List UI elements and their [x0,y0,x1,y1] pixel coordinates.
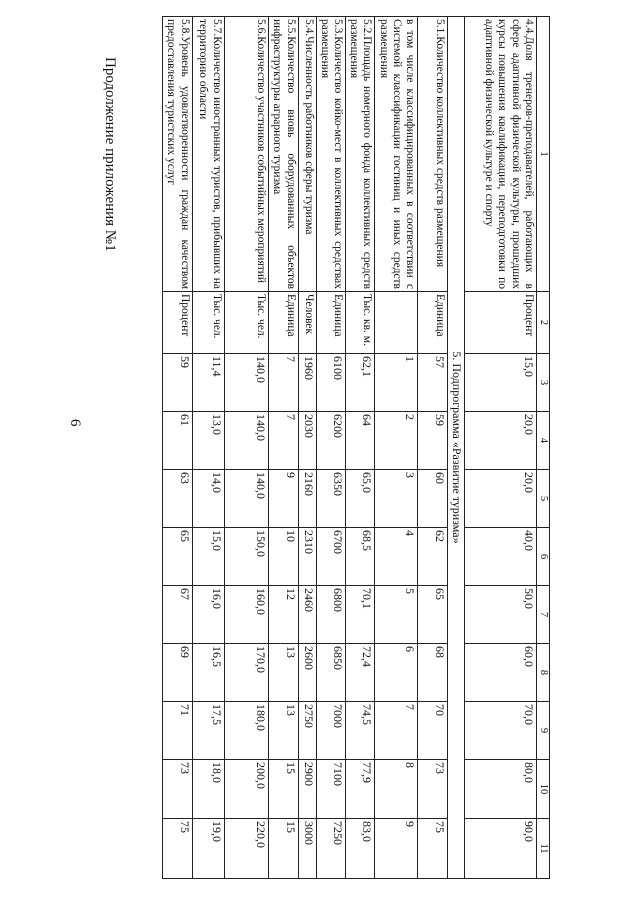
column-number: 1 [536,17,549,292]
indicator-name: 5.3.Количество койко-мест в коллективных средствах размещения [316,17,345,292]
value-cell: 62,1 [346,354,375,412]
value-cell: 13 [268,702,298,760]
column-number-row [536,17,549,879]
rotated-table-container [162,16,550,878]
column-number: 5 [536,470,549,528]
value-cell: 11,4 [192,354,224,412]
value-cell: 140,0 [224,470,268,528]
column-number: 9 [536,702,549,760]
value-cell: 13,0 [192,412,224,470]
value-cell: 65 [162,528,192,586]
value-cell: 14,0 [192,470,224,528]
value-cell: 6350 [316,470,345,528]
value-cell: 180,0 [224,702,268,760]
value-cell: 2 [375,412,418,470]
value-cell: 19,0 [192,819,224,879]
value-cell: 64 [346,412,375,470]
column-number: 4 [536,412,549,470]
section-row [448,17,465,879]
value-cell: 60 [418,470,448,528]
value-cell: 90,0 [464,819,536,879]
value-cell: 2030 [298,412,316,470]
value-cell: 6 [375,644,418,702]
value-cell: 220,0 [224,819,268,879]
indicator-name: 5.5.Количество вновь оборудованных объектов инфраструктуры аграрного туризма [268,17,298,292]
value-cell: 6850 [316,644,345,702]
value-cell: 6700 [316,528,345,586]
indicators-table [162,16,550,879]
value-cell: 73 [162,760,192,819]
value-cell: 68,5 [346,528,375,586]
value-cell: 7000 [316,702,345,760]
value-cell: 2900 [298,760,316,819]
value-cell: 2750 [298,702,316,760]
unit-cell: Тыс. чел. [192,292,224,354]
value-cell: 4 [375,528,418,586]
value-cell: 17,5 [192,702,224,760]
value-cell: 83,0 [346,819,375,879]
value-cell: 10 [268,528,298,586]
value-cell: 3000 [298,819,316,879]
indicator-name: 5.2.Площадь номерного фонда коллективных средств размещения [346,17,375,292]
column-number: 2 [536,292,549,354]
value-cell: 57 [418,354,448,412]
value-cell: 9 [268,470,298,528]
indicator-name: 5.1.Количество коллективных средств размещения [418,17,448,292]
page-number: 6 [67,419,83,427]
value-cell: 140,0 [224,412,268,470]
unit-cell: Тыс. кв. м. [346,292,375,354]
unit-cell: Процент [464,292,536,354]
column-number: 8 [536,644,549,702]
table-row [418,17,448,879]
unit-cell: Тыс. чел. [224,292,268,354]
unit-cell [375,292,418,354]
value-cell: 5 [375,586,418,644]
value-cell: 160,0 [224,586,268,644]
table-row [192,17,224,879]
value-cell: 73 [418,760,448,819]
indicator-name: 5.6.Количество участников событийных мероприятий [224,17,268,292]
table-row [375,17,418,879]
value-cell: 75 [418,819,448,879]
value-cell: 16,0 [192,586,224,644]
value-cell: 69 [162,644,192,702]
value-cell: 40,0 [464,528,536,586]
value-cell: 59 [162,354,192,412]
value-cell: 59 [418,412,448,470]
indicator-name: 4.4.Доля тренеров-преподавателей, работающих в сфере адаптивной физической культуры, прошедших курсы повышения квалификации, переподготовки по адаптивной физической культуре и спорту [464,17,536,292]
value-cell: 77,9 [346,760,375,819]
indicator-name: в том числе классифицированных в соответствии с Системой классификации гостиниц и иных средств размещения [375,17,418,292]
unit-cell: Процент [162,292,192,354]
column-number: 11 [536,819,549,879]
value-cell: 200,0 [224,760,268,819]
column-number: 10 [536,760,549,819]
value-cell: 68 [418,644,448,702]
unit-cell: Единица [316,292,345,354]
value-cell: 6800 [316,586,345,644]
value-cell: 2160 [298,470,316,528]
value-cell: 70 [418,702,448,760]
value-cell: 7 [375,702,418,760]
table-row [298,17,316,879]
value-cell: 60,0 [464,644,536,702]
unit-cell: Человек [298,292,316,354]
value-cell: 70,1 [346,586,375,644]
value-cell: 150,0 [224,528,268,586]
indicator-name: 5.4.Численность работников сферы туризма [298,17,316,292]
value-cell: 1960 [298,354,316,412]
value-cell: 15 [268,819,298,879]
value-cell: 71 [162,702,192,760]
indicator-name: 5.7.Количество иностранных туристов, прибывших на территорию области [192,17,224,292]
value-cell: 15,0 [464,354,536,412]
value-cell: 67 [162,586,192,644]
unit-cell: Единица [418,292,448,354]
value-cell: 50,0 [464,586,536,644]
value-cell: 75 [162,819,192,879]
value-cell: 18,0 [192,760,224,819]
value-cell: 2600 [298,644,316,702]
value-cell: 15 [268,760,298,819]
table-row [224,17,268,879]
column-number: 3 [536,354,549,412]
value-cell: 80,0 [464,760,536,819]
table-row [268,17,298,879]
value-cell: 20,0 [464,470,536,528]
table-row [346,17,375,879]
value-cell: 140,0 [224,354,268,412]
value-cell: 16,5 [192,644,224,702]
value-cell: 72,4 [346,644,375,702]
appendix-caption: Продолжение приложения №1 [102,57,118,252]
value-cell: 74,5 [346,702,375,760]
value-cell: 13 [268,644,298,702]
section-title: 5. Подпрограмма «Развитие туризма» [448,17,465,879]
table-row [162,17,192,879]
column-number: 7 [536,586,549,644]
value-cell: 65,0 [346,470,375,528]
value-cell: 7250 [316,819,345,879]
value-cell: 12 [268,586,298,644]
value-cell: 65 [418,586,448,644]
value-cell: 2310 [298,528,316,586]
value-cell: 70,0 [464,702,536,760]
table-row [316,17,345,879]
indicator-name: 5.8.Уровень удовлетворенности граждан качеством предоставления туристских услуг [162,17,192,292]
value-cell: 63 [162,470,192,528]
unit-cell: Единица [268,292,298,354]
value-cell: 62 [418,528,448,586]
value-cell: 3 [375,470,418,528]
value-cell: 15,0 [192,528,224,586]
value-cell: 7100 [316,760,345,819]
value-cell: 6100 [316,354,345,412]
value-cell: 2460 [298,586,316,644]
value-cell: 1 [375,354,418,412]
table-row [464,17,536,879]
value-cell: 61 [162,412,192,470]
value-cell: 7 [268,354,298,412]
value-cell: 6200 [316,412,345,470]
value-cell: 20,0 [464,412,536,470]
column-number: 6 [536,528,549,586]
value-cell: 8 [375,760,418,819]
value-cell: 9 [375,819,418,879]
value-cell: 170,0 [224,644,268,702]
value-cell: 7 [268,412,298,470]
